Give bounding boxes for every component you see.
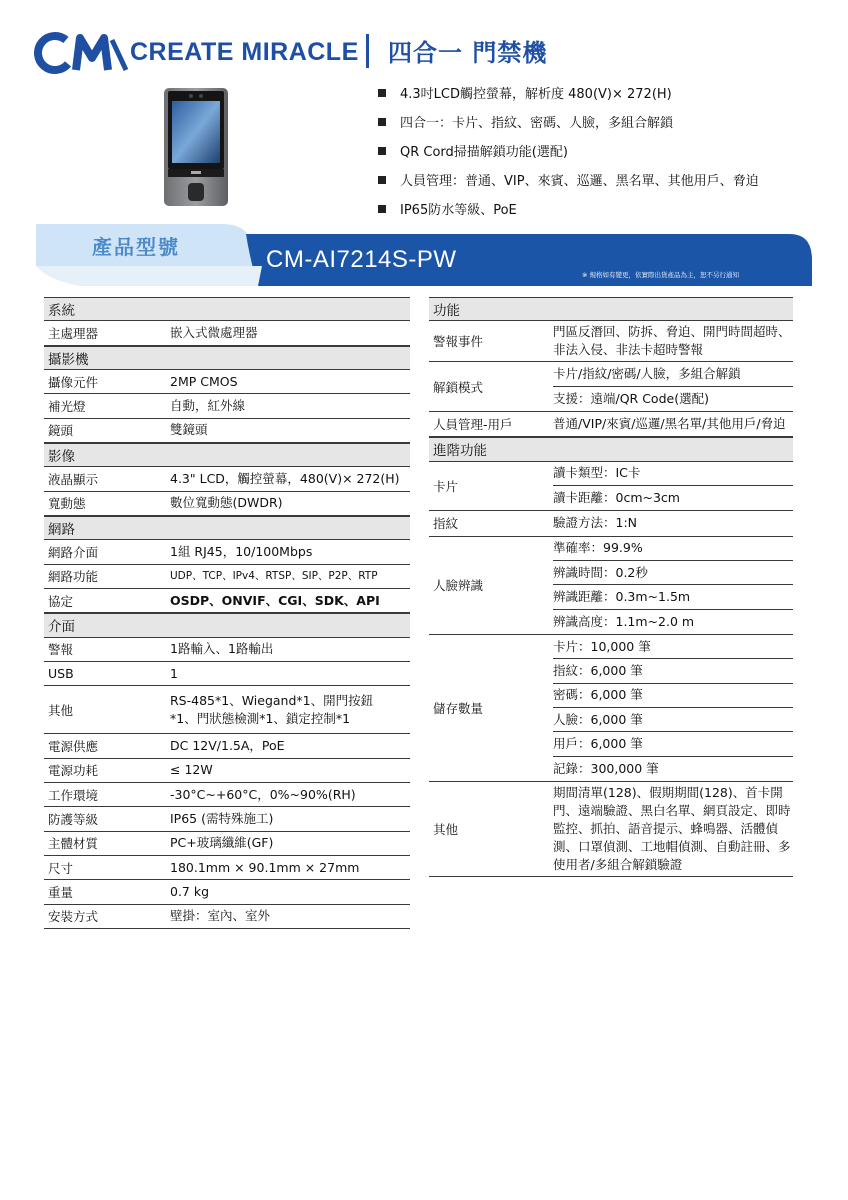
feature-item: IP65防水等級、PoE xyxy=(372,194,759,223)
table-row: 電源功耗 ≤ 12W xyxy=(44,759,410,783)
table-row: 卡片 讀卡類型：IC卡 讀卡距離：0cm~3cm xyxy=(429,462,793,512)
table-row: 主處理器 嵌入式微處理器 xyxy=(44,321,410,345)
table-row: USB 1 xyxy=(44,662,410,686)
section-header: 網路 xyxy=(44,516,410,540)
section-header: 功能 xyxy=(429,297,793,321)
table-row: 網路介面 1組 RJ45，10/100Mbps xyxy=(44,540,410,564)
table-row: 儲存數量 卡片：10,000 筆 指紋：6,000 筆 密碼：6,000 筆 人臉：6,000 筆 用戶：6,000 筆 記錄：300,000 筆 xyxy=(429,635,793,782)
table-row: 其他 期間清單(128)、假期期間(128)、首卡開門、遠端驗證、黑白名單、網頁設定、即時監控、抓拍、語音提示、蜂鳴器、活體偵測、口罩偵測、工地帽偵測、自動註冊、多使用者/多組合解鎖驗證 xyxy=(429,782,793,877)
feature-item: 人員管理：普通、VIP、來賓、巡邏、黑名單、其他用戶、脅迫 xyxy=(372,165,759,194)
table-row: 人員管理-用戶 普通/VIP/來賓/巡邏/黑名單/其他用戶/脅迫 xyxy=(429,412,793,437)
header-divider xyxy=(366,34,369,68)
bullet-square-icon xyxy=(378,176,386,184)
table-row: 安裝方式 壁掛：室內、室外 xyxy=(44,905,410,929)
table-row: 攝像元件 2MP CMOS xyxy=(44,370,410,394)
table-row: 網路功能 UDP、TCP、IPv4、RTSP、SIP、P2P、RTP xyxy=(44,565,410,589)
bullet-square-icon xyxy=(378,147,386,155)
table-row: 主體材質 PC+玻璃纖維(GF) xyxy=(44,832,410,856)
device-image xyxy=(162,87,230,207)
table-row: 人臉辨識 準確率：99.9% 辨識時間：0.2秒 辨識距離：0.3m~1.5m 辨識高度：1.1m~2.0 m xyxy=(429,537,793,635)
feature-item: 4.3吋LCD觸控螢幕，解析度 480(V)× 272(H) xyxy=(372,78,759,107)
table-row: 解鎖模式 卡片/指紋/密碼/人臉，多組合解鎖 支援：遠端/QR Code(選配) xyxy=(429,362,793,412)
section-header: 介面 xyxy=(44,613,410,637)
table-row: 工作環境 -30°C~+60°C，0%~90%(RH) xyxy=(44,783,410,807)
table-row: 補光燈 自動，紅外線 xyxy=(44,394,410,418)
spec-table-left xyxy=(44,297,410,929)
table-row: 協定 OSDP、ONVIF、CGI、SDK、API xyxy=(44,589,410,613)
feature-item: 四合一：卡片、指紋、密碼、人臉，多組合解鎖 xyxy=(372,107,759,136)
product-title: 四合一 門禁機 xyxy=(388,39,548,67)
table-row: 指紋 驗證方法：1:N xyxy=(429,511,793,536)
section-header: 影像 xyxy=(44,443,410,467)
table-row: 寬動態 數位寬動態(DWDR) xyxy=(44,492,410,516)
table-row: 重量 0.7 kg xyxy=(44,880,410,904)
brand-name: CREATE MIRACLE xyxy=(130,38,359,66)
table-row: 警報 1路輸入、1路輸出 xyxy=(44,638,410,662)
table-row: 尺寸 180.1mm × 90.1mm × 27mm xyxy=(44,856,410,880)
section-header: 系統 xyxy=(44,297,410,321)
table-row: 防護等級 IP65 (需特殊施工) xyxy=(44,807,410,831)
bullet-square-icon xyxy=(378,205,386,213)
section-header: 攝影機 xyxy=(44,346,410,370)
feature-list xyxy=(372,78,759,223)
spec-change-note: ※ 規格如有變更，依實際出貨產品為主，恕不另行通知 xyxy=(582,271,740,279)
model-name: CM-AI7214S-PW xyxy=(266,246,457,273)
feature-item: QR Cord掃描解鎖功能(選配) xyxy=(372,136,759,165)
bullet-square-icon xyxy=(378,89,386,97)
bullet-square-icon xyxy=(378,118,386,126)
spec-table-right xyxy=(429,297,793,877)
section-header: 進階功能 xyxy=(429,437,793,461)
model-label: 產品型號 xyxy=(92,235,180,259)
table-row: 電源供應 DC 12V/1.5A，PoE xyxy=(44,734,410,758)
cm-logo xyxy=(34,30,128,76)
table-row: 其他 RS-485*1、Wiegand*1、開門按鈕 *1、門狀態檢測*1、鎖定控制*1 xyxy=(44,686,410,734)
table-row: 鏡頭 雙鏡頭 xyxy=(44,419,410,443)
table-row: 警報事件 門區反潛回、防拆、脅迫、開門時間超時、非法入侵、非法卡超時警報 xyxy=(429,321,793,362)
table-row: 液晶顯示 4.3" LCD，觸控螢幕，480(V)× 272(H) xyxy=(44,467,410,491)
